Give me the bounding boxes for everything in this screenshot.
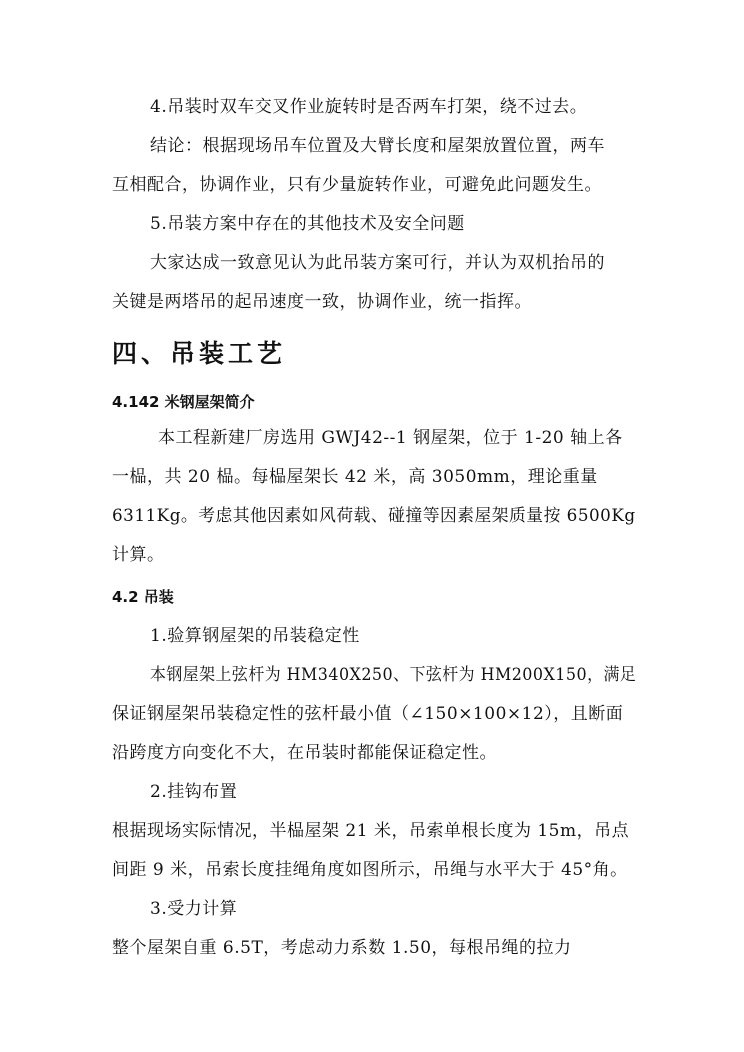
text-line: 计算。: [112, 545, 165, 565]
text-line: 2.挂钩布置: [150, 782, 238, 802]
subsection-heading: 4.142 米钢屋架简介: [112, 393, 255, 411]
text-line: 间距 9 米，吊索长度挂绳角度如图所示，吊绳与水平大于 45°角。: [112, 860, 628, 880]
text-line: 本钢屋架上弦杆为 HM340X250、下弦杆为 HM200X150，满足: [150, 665, 637, 685]
text-line: 沿跨度方向变化不大，在吊装时都能保证稳定性。: [112, 743, 497, 763]
text-line: 一榀，共 20 榀。每榀屋架长 42 米，高 3050mm，理论重量: [112, 467, 598, 487]
text-line: 大家达成一致意见认为此吊装方案可行，并认为双机抬吊的: [150, 253, 605, 273]
text-line: 5.吊装方案中存在的其他技术及安全问题: [150, 214, 465, 234]
text-line: 整个屋架自重 6.5T，考虑动力系数 1.50，每根吊绳的拉力: [112, 938, 572, 958]
text-line: 1.验算钢屋架的吊装稳定性: [150, 626, 360, 646]
text-line: 本工程新建厂房选用 GWJ42--1 钢屋架，位于 1-20 轴上各: [158, 428, 623, 448]
subsection-heading: 4.2 吊装: [112, 588, 174, 606]
text-line: 6311Kg。考虑其他因素如风荷载、碰撞等因素屋架质量按 6500Kg: [112, 506, 636, 526]
text-line: 3.受力计算: [150, 899, 238, 919]
text-line: 保证钢屋架吊装稳定性的弦杆最小值（∠150×100×12），且断面: [112, 704, 624, 724]
text-line: 互相配合，协调作业，只有少量旋转作业，可避免此问题发生。: [112, 175, 602, 195]
text-line: 关键是两塔吊的起吊速度一致，协调作业，统一指挥。: [112, 292, 532, 312]
section-heading: 四、吊装工艺: [112, 339, 287, 368]
text-line: 根据现场实际情况，半榀屋架 21 米，吊索单根长度为 15m，吊点: [112, 821, 630, 841]
text-line: 4.吊装时双车交叉作业旋转时是否两车打架，绕不过去。: [150, 97, 588, 117]
text-line: 结论：根据现场吊车位置及大臂长度和屋架放置位置，两车: [150, 136, 605, 156]
